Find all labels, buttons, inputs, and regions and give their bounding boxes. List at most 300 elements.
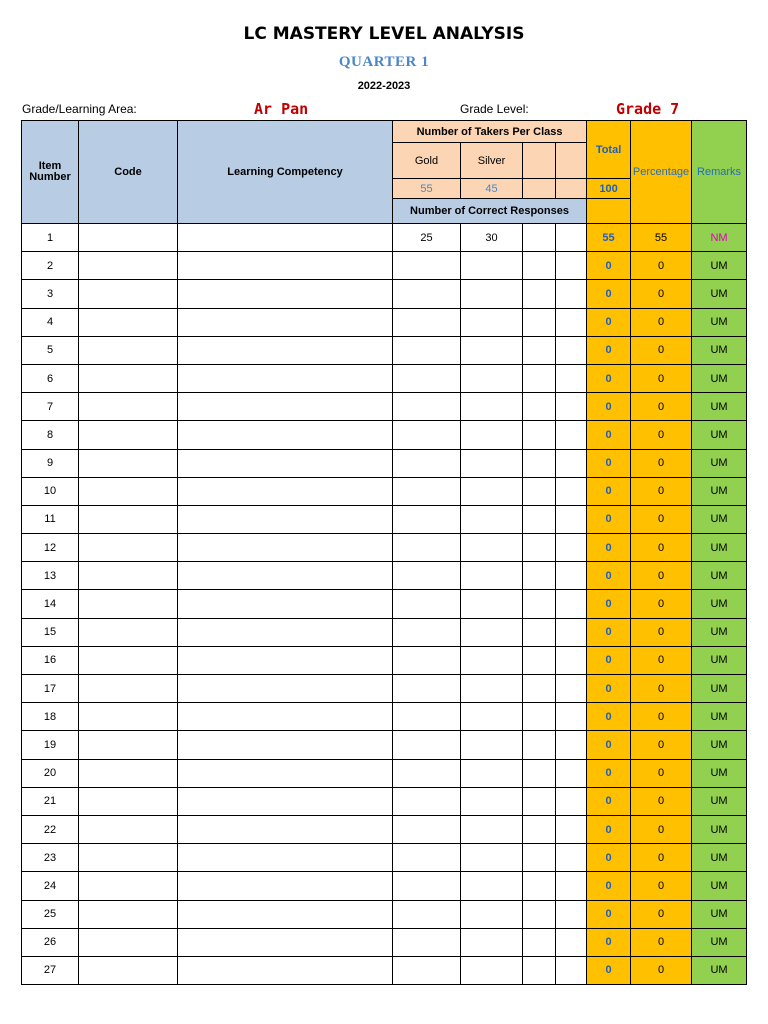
mastery-table [21,120,747,985]
item-number-cell: 10 [22,477,79,505]
table-row [22,562,747,590]
code-cell [79,956,178,984]
silver-responses-cell [461,364,523,392]
remarks-cell: UM [692,815,747,843]
gold-responses-cell [393,252,461,280]
header-class-3 [523,143,556,179]
code-cell [79,815,178,843]
item-number-cell: 4 [22,308,79,336]
total-cell: 0 [587,252,631,280]
code-cell [79,844,178,872]
remarks-cell: UM [692,449,747,477]
competency-cell [178,393,393,421]
code-cell [79,364,178,392]
item-number-cell: 6 [22,364,79,392]
school-year: 2022-2023 [357,80,411,92]
table-row [22,815,747,843]
gold-responses-cell [393,336,461,364]
silver-responses-cell [461,505,523,533]
code-cell [79,505,178,533]
class4-responses-cell [556,844,587,872]
silver-responses-cell [461,562,523,590]
total-cell: 0 [587,393,631,421]
header-item-number: Item Number [22,121,79,224]
takers-silver: 45 [461,179,523,199]
class4-responses-cell [556,224,587,252]
gold-responses-cell [393,618,461,646]
percentage-cell: 0 [631,449,692,477]
class4-responses-cell [556,562,587,590]
total-cell: 0 [587,731,631,759]
total-cell: 0 [587,505,631,533]
percentage-cell: 0 [631,815,692,843]
class3-responses-cell [523,477,556,505]
percentage-cell: 0 [631,900,692,928]
class4-responses-cell [556,731,587,759]
code-cell [79,675,178,703]
table-row [22,477,747,505]
percentage-cell: 0 [631,364,692,392]
class4-responses-cell [556,449,587,477]
remarks-cell: UM [692,308,747,336]
header-learning-competency: Learning Competency [178,121,393,224]
class4-responses-cell [556,590,587,618]
gold-responses-cell [393,308,461,336]
competency-cell [178,534,393,562]
class3-responses-cell [523,534,556,562]
class4-responses-cell [556,872,587,900]
class4-responses-cell [556,618,587,646]
table-row [22,646,747,674]
header-class-gold: Gold [393,143,461,179]
gold-responses-cell [393,477,461,505]
percentage-cell: 0 [631,252,692,280]
competency-cell [178,956,393,984]
item-number-cell: 24 [22,872,79,900]
total-cell: 0 [587,928,631,956]
item-number-cell: 11 [22,505,79,533]
table-row [22,844,747,872]
class3-responses-cell [523,703,556,731]
gold-responses-cell [393,393,461,421]
class4-responses-cell [556,759,587,787]
code-cell [79,280,178,308]
table-row [22,534,747,562]
class3-responses-cell [523,224,556,252]
class3-responses-cell [523,675,556,703]
item-number-cell: 18 [22,703,79,731]
percentage-cell: 0 [631,393,692,421]
gold-responses-cell [393,703,461,731]
gold-responses-cell [393,731,461,759]
class3-responses-cell [523,393,556,421]
competency-cell [178,252,393,280]
silver-responses-cell [461,928,523,956]
remarks-cell: UM [692,393,747,421]
competency-cell [178,280,393,308]
percentage-cell: 0 [631,280,692,308]
silver-responses-cell [461,449,523,477]
class3-responses-cell [523,646,556,674]
gold-responses-cell [393,421,461,449]
total-cell: 0 [587,815,631,843]
gold-responses-cell [393,956,461,984]
silver-responses-cell [461,759,523,787]
competency-cell [178,815,393,843]
gold-responses-cell [393,759,461,787]
class3-responses-cell [523,336,556,364]
silver-responses-cell [461,308,523,336]
header-total-blank [587,199,631,224]
gold-responses-cell [393,675,461,703]
code-cell [79,252,178,280]
total-cell: 0 [587,618,631,646]
header-percentage: Percentage [631,121,692,224]
class3-responses-cell [523,787,556,815]
percentage-cell: 0 [631,844,692,872]
item-number-cell: 16 [22,646,79,674]
gold-responses-cell [393,815,461,843]
remarks-cell: UM [692,364,747,392]
code-cell [79,703,178,731]
total-cell: 0 [587,534,631,562]
total-cell: 0 [587,590,631,618]
remarks-cell: UM [692,336,747,364]
competency-cell [178,308,393,336]
silver-responses-cell [461,336,523,364]
class4-responses-cell [556,646,587,674]
remarks-cell: UM [692,703,747,731]
competency-cell [178,675,393,703]
remarks-cell: UM [692,759,747,787]
total-cell: 0 [587,336,631,364]
total-cell: 0 [587,956,631,984]
item-number-cell: 22 [22,815,79,843]
class3-responses-cell [523,252,556,280]
gold-responses-cell [393,590,461,618]
item-number-cell: 26 [22,928,79,956]
header-code: Code [79,121,178,224]
percentage-cell: 0 [631,646,692,674]
class3-responses-cell [523,590,556,618]
header-remarks: Remarks [692,121,747,224]
item-number-cell: 19 [22,731,79,759]
total-takers: 100 [587,179,631,199]
percentage-cell: 0 [631,505,692,533]
code-cell [79,534,178,562]
total-cell: 0 [587,364,631,392]
gold-responses-cell [393,280,461,308]
header-class-silver: Silver [461,143,523,179]
remarks-cell: UM [692,618,747,646]
code-cell [79,224,178,252]
class4-responses-cell [556,534,587,562]
percentage-cell: 0 [631,731,692,759]
total-cell: 0 [587,646,631,674]
code-cell [79,787,178,815]
percentage-cell: 0 [631,534,692,562]
takers-class-4 [556,179,587,199]
silver-responses-cell [461,731,523,759]
class3-responses-cell [523,364,556,392]
silver-responses-cell [461,280,523,308]
table-row [22,393,747,421]
item-number-cell: 23 [22,844,79,872]
code-cell [79,646,178,674]
silver-responses-cell [461,787,523,815]
silver-responses-cell [461,590,523,618]
total-cell: 0 [587,308,631,336]
remarks-cell: UM [692,646,747,674]
grade-learning-area-value: Ar Pan [254,100,309,118]
item-number-cell: 9 [22,449,79,477]
table-row [22,252,747,280]
competency-cell [178,477,393,505]
code-cell [79,393,178,421]
competency-cell [178,872,393,900]
item-number-cell: 17 [22,675,79,703]
item-number-cell: 27 [22,956,79,984]
gold-responses-cell [393,900,461,928]
silver-responses-cell [461,815,523,843]
total-cell: 0 [587,421,631,449]
class4-responses-cell [556,393,587,421]
silver-responses-cell [461,252,523,280]
total-cell: 0 [587,900,631,928]
remarks-cell: UM [692,731,747,759]
silver-responses-cell [461,844,523,872]
remarks-cell: NM [692,224,747,252]
remarks-cell: UM [692,505,747,533]
table-row [22,280,747,308]
competency-cell [178,928,393,956]
gold-responses-cell [393,449,461,477]
class4-responses-cell [556,505,587,533]
total-cell: 0 [587,703,631,731]
gold-responses-cell [393,364,461,392]
gold-responses-cell [393,562,461,590]
silver-responses-cell [461,477,523,505]
total-cell: 0 [587,449,631,477]
table-row [22,900,747,928]
item-number-cell: 15 [22,618,79,646]
percentage-cell: 0 [631,590,692,618]
total-cell: 0 [587,787,631,815]
remarks-cell: UM [692,421,747,449]
table-row [22,872,747,900]
table-row [22,956,747,984]
code-cell [79,759,178,787]
competency-cell [178,759,393,787]
silver-responses-cell [461,900,523,928]
class4-responses-cell [556,928,587,956]
gold-responses-cell [393,844,461,872]
table-row [22,618,747,646]
competency-cell [178,224,393,252]
gold-responses-cell [393,646,461,674]
code-cell [79,308,178,336]
remarks-cell: UM [692,675,747,703]
percentage-cell: 0 [631,562,692,590]
table-row [22,224,747,252]
header-takers-per-class: Number of Takers Per Class [393,121,587,143]
total-cell: 55 [587,224,631,252]
class3-responses-cell [523,505,556,533]
code-cell [79,872,178,900]
percentage-cell: 0 [631,928,692,956]
silver-responses-cell [461,703,523,731]
item-number-cell: 2 [22,252,79,280]
code-cell [79,900,178,928]
code-cell [79,928,178,956]
class4-responses-cell [556,675,587,703]
percentage-cell: 0 [631,421,692,449]
percentage-cell: 0 [631,336,692,364]
class4-responses-cell [556,336,587,364]
total-cell: 0 [587,759,631,787]
silver-responses-cell [461,393,523,421]
code-cell [79,618,178,646]
silver-responses-cell [461,421,523,449]
table-row [22,787,747,815]
item-number-cell: 25 [22,900,79,928]
competency-cell [178,703,393,731]
header-total: Total [587,121,631,179]
code-cell [79,562,178,590]
item-number-cell: 21 [22,787,79,815]
gold-responses-cell: 25 [393,224,461,252]
gold-responses-cell [393,928,461,956]
class3-responses-cell [523,872,556,900]
competency-cell [178,618,393,646]
grade-level-label: Grade Level: [460,102,529,116]
competency-cell [178,562,393,590]
percentage-cell: 0 [631,308,692,336]
percentage-cell: 0 [631,787,692,815]
class4-responses-cell [556,364,587,392]
remarks-cell: UM [692,844,747,872]
class4-responses-cell [556,477,587,505]
class3-responses-cell [523,928,556,956]
total-cell: 0 [587,675,631,703]
competency-cell [178,646,393,674]
percentage-cell: 0 [631,956,692,984]
table-row [22,731,747,759]
remarks-cell: UM [692,280,747,308]
grade-level-value: Grade 7 [616,100,680,118]
remarks-cell: UM [692,534,747,562]
total-cell: 0 [587,562,631,590]
remarks-cell: UM [692,787,747,815]
total-cell: 0 [587,280,631,308]
total-cell: 0 [587,844,631,872]
table-row [22,308,747,336]
total-cell: 0 [587,872,631,900]
competency-cell [178,421,393,449]
class3-responses-cell [523,731,556,759]
class4-responses-cell [556,900,587,928]
remarks-cell: UM [692,928,747,956]
gold-responses-cell [393,505,461,533]
competency-cell [178,590,393,618]
item-number-cell: 20 [22,759,79,787]
code-cell [79,590,178,618]
competency-cell [178,731,393,759]
table-row [22,590,747,618]
code-cell [79,449,178,477]
silver-responses-cell [461,872,523,900]
total-cell: 0 [587,477,631,505]
class3-responses-cell [523,844,556,872]
silver-responses-cell [461,675,523,703]
class3-responses-cell [523,956,556,984]
gold-responses-cell [393,872,461,900]
item-number-cell: 7 [22,393,79,421]
remarks-cell: UM [692,477,747,505]
table-row [22,505,747,533]
takers-gold: 55 [393,179,461,199]
remarks-cell: UM [692,562,747,590]
class4-responses-cell [556,280,587,308]
gold-responses-cell [393,534,461,562]
class3-responses-cell [523,618,556,646]
percentage-cell: 0 [631,759,692,787]
header-class-4 [556,143,587,179]
class3-responses-cell [523,280,556,308]
competency-cell [178,364,393,392]
class3-responses-cell [523,449,556,477]
percentage-cell: 0 [631,703,692,731]
percentage-cell: 0 [631,872,692,900]
remarks-cell: UM [692,590,747,618]
item-number-cell: 12 [22,534,79,562]
table-row [22,336,747,364]
remarks-cell: UM [692,956,747,984]
class3-responses-cell [523,759,556,787]
table-row [22,364,747,392]
table-row [22,703,747,731]
competency-cell [178,900,393,928]
item-number-cell: 5 [22,336,79,364]
grade-learning-area-label: Grade/Learning Area: [22,102,137,116]
silver-responses-cell [461,618,523,646]
class4-responses-cell [556,308,587,336]
class3-responses-cell [523,815,556,843]
percentage-cell: 0 [631,675,692,703]
class4-responses-cell [556,703,587,731]
table-row [22,449,747,477]
item-number-cell: 13 [22,562,79,590]
class4-responses-cell [556,421,587,449]
item-number-cell: 14 [22,590,79,618]
competency-cell [178,844,393,872]
silver-responses-cell [461,534,523,562]
silver-responses-cell: 30 [461,224,523,252]
document-title: LC MASTERY LEVEL ANALYSIS [243,24,525,44]
code-cell [79,421,178,449]
header-correct-responses: Number of Correct Responses [393,199,587,224]
class3-responses-cell [523,562,556,590]
class4-responses-cell [556,815,587,843]
percentage-cell: 0 [631,477,692,505]
class4-responses-cell [556,252,587,280]
remarks-cell: UM [692,252,747,280]
table-row [22,759,747,787]
table-row [22,421,747,449]
class3-responses-cell [523,308,556,336]
silver-responses-cell [461,956,523,984]
percentage-cell: 0 [631,618,692,646]
